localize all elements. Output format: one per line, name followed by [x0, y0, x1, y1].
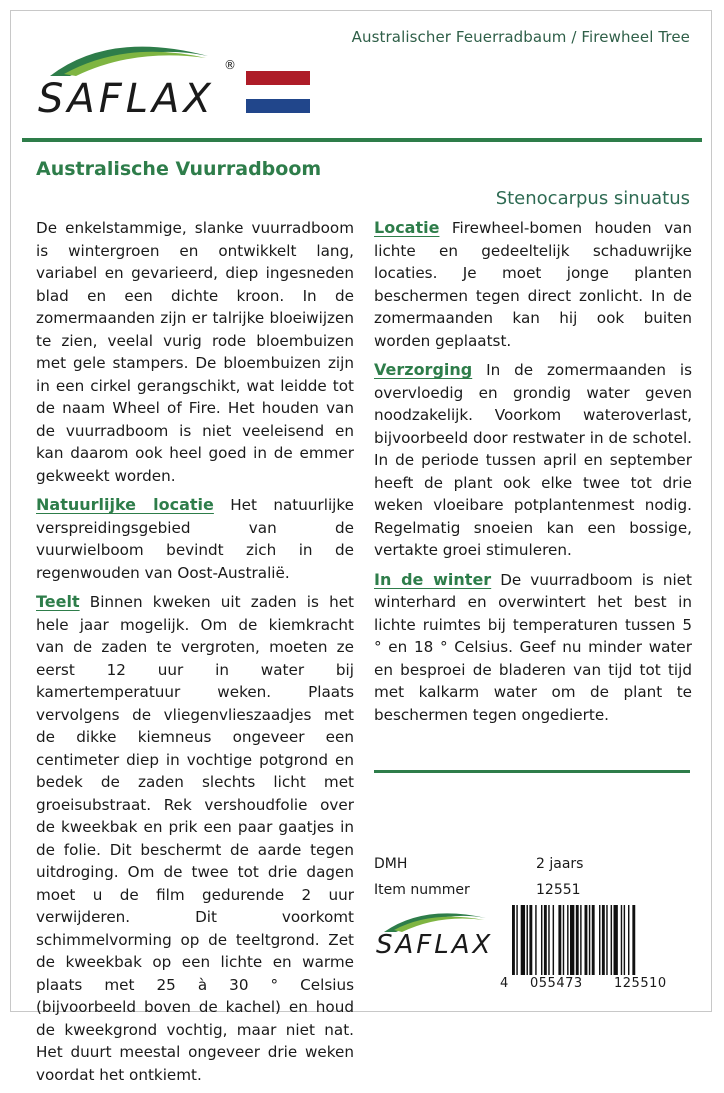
latin-title: Stenocarpus sinuatus: [495, 188, 690, 209]
dmh-label: DMH: [374, 856, 408, 872]
barcode-bar: [558, 905, 561, 975]
barcode-bar: [529, 905, 532, 975]
barcode-bar: [624, 905, 625, 975]
barcode-bar: [541, 905, 542, 975]
saflax-logo-small: [374, 906, 504, 970]
care-section: [374, 359, 692, 562]
winter-heading: In de winter: [374, 569, 492, 589]
netherlands-flag-icon: [246, 71, 310, 113]
barcode-bar: [527, 905, 528, 975]
dutch-title: Australische Vuurradboom: [36, 158, 322, 180]
left-column: [36, 217, 354, 1093]
barcode-bar: [553, 905, 554, 975]
location-text: Firewheel-bomen houden van lichte en gedeeltelijk schaduwrijke locaties. Je moet jonge planten beschermen tegen direct zonlicht. In de zomermaanden kan hij ook buiten worden geplaatst.: [374, 219, 692, 350]
natural-location-text: Het natuurlijke verspreidingsgebied van de vuurwielboom bevindt zich in de regenwouden van Oost-Australië.: [36, 496, 354, 582]
barcode-bar: [548, 905, 549, 975]
barcode-bar: [580, 905, 581, 975]
item-number-value: 12551: [536, 882, 581, 898]
barcode-bar: [570, 905, 574, 975]
barcode-bar: [512, 905, 515, 975]
intro-paragraph: De enkelstammige, slanke vuurradboom is wintergroen en ontwikkelt lang, variabel en gevarieerd, diep ingesneden blad en een dichte kroon. In de zomermaanden zijn er talrijke bloeiwijzen te zien, veelal vurig rode bloembuizen met gele stampers. De bloembuizen zijn in een cirkel gerangschikt, wat leidde tot de naam Wheel of Fire. Het houden van de vuurradboom is niet veeleisend en kan daarom ook heel goed in de emmer gekweekt worden.: [36, 219, 354, 485]
barcode: [510, 905, 686, 975]
barcode-bar: [567, 905, 568, 975]
registered-mark: ®: [224, 58, 236, 72]
header-divider: [22, 138, 702, 142]
species-header: Australischer Feuerradbaum / Firewheel Tree: [351, 28, 690, 46]
barcode-bar: [606, 905, 607, 975]
item-number-label: Item nummer: [374, 882, 470, 898]
barcode-bar: [614, 905, 618, 975]
barcode-bar: [628, 905, 629, 975]
barcode-bar: [592, 905, 595, 975]
barcode-bar: [576, 905, 579, 975]
barcode-digit-first: 4: [500, 976, 509, 991]
barcode-bar: [516, 905, 517, 975]
barcode-bar: [632, 905, 635, 975]
right-column: [374, 217, 692, 733]
barcode-bar: [521, 905, 525, 975]
care-heading: Verzorging: [374, 360, 473, 379]
barcode-bar: [563, 905, 564, 975]
logo-small-wordmark: SAFLAX: [376, 930, 494, 960]
saflax-logo: [30, 36, 250, 122]
barcode-bar: [535, 905, 536, 975]
care-text: In de zomermaanden is overvloedig en grondig water geven noodzakelijk. Voorkom wateroverlast, bijvoorbeeld door restwater in de schotel. In de periode tussen april en september heeft de plant ook elke twee tot drie weken vloeibare potplantenmest nodig. Regelmatig snoeien kan een bossige, vertakte groei stimuleren.: [374, 361, 692, 559]
barcode-bar: [585, 905, 588, 975]
meta-divider: [374, 770, 690, 773]
natural-location-section: [36, 494, 354, 584]
natural-location-heading: Natuurlijke locatie: [36, 495, 214, 514]
winter-text: De vuurradboom is niet winterhard en overwintert het best in lichte ruimtes bij temperaturen tussen 5 ° en 18 ° Celsius. Geef nu minder water en besproei de bladeren van tijd tot tijd met kalkarm water om de plant te beschermen tegen ongedierte.: [374, 570, 692, 724]
barcode-digits-right: 125510: [614, 976, 667, 991]
barcode-bar: [621, 905, 622, 975]
logo-wordmark: SAFLAX: [38, 76, 215, 122]
location-section: [374, 217, 692, 352]
barcode-bar: [611, 905, 612, 975]
cultivation-heading: Teelt: [36, 592, 80, 611]
winter-section: [374, 569, 692, 727]
dmh-value: 2 jaars: [536, 856, 584, 872]
barcode-bar: [544, 905, 547, 975]
barcode-digits-left: 055473: [530, 976, 583, 991]
cultivation-section: [36, 591, 354, 1086]
barcode-bar: [589, 905, 590, 975]
cultivation-text: Binnen kweken uit zaden is het hele jaar mogelijk. Om de kiemkracht van de zaden te vergroten, moeten ze eerst 12 uur in water bij kamertemperatuur weken. Plaats vervolgens de vliegenvlieszaadjes met de dikke kiemneus ongeveer een centimeter diep in vochtige potgrond en bedek de zaden slechts licht met groeisubstraat. Rek vershoudfolie over de kweekbak en prik een paar gaatjes in de folie. Dit beschermt de aarde tegen uitdroging. Om de twee tot drie dagen moet u de film gedurende 2 uur verwijderen. Dit voorkomt schimmelvorming op de teeltgrond. Zet de kweekbak op een lichte en warme plaats met 25 à 30 ° Celsius (bijvoorbeeld boven de kachel) en houd de kweekgrond vochtig, maar niet nat. Het duurt meestal ongeveer drie weken voordat het ontkiemt.: [36, 593, 354, 1084]
barcode-bar: [602, 905, 605, 975]
location-heading: Locatie: [374, 218, 440, 237]
barcode-bar: [599, 905, 600, 975]
